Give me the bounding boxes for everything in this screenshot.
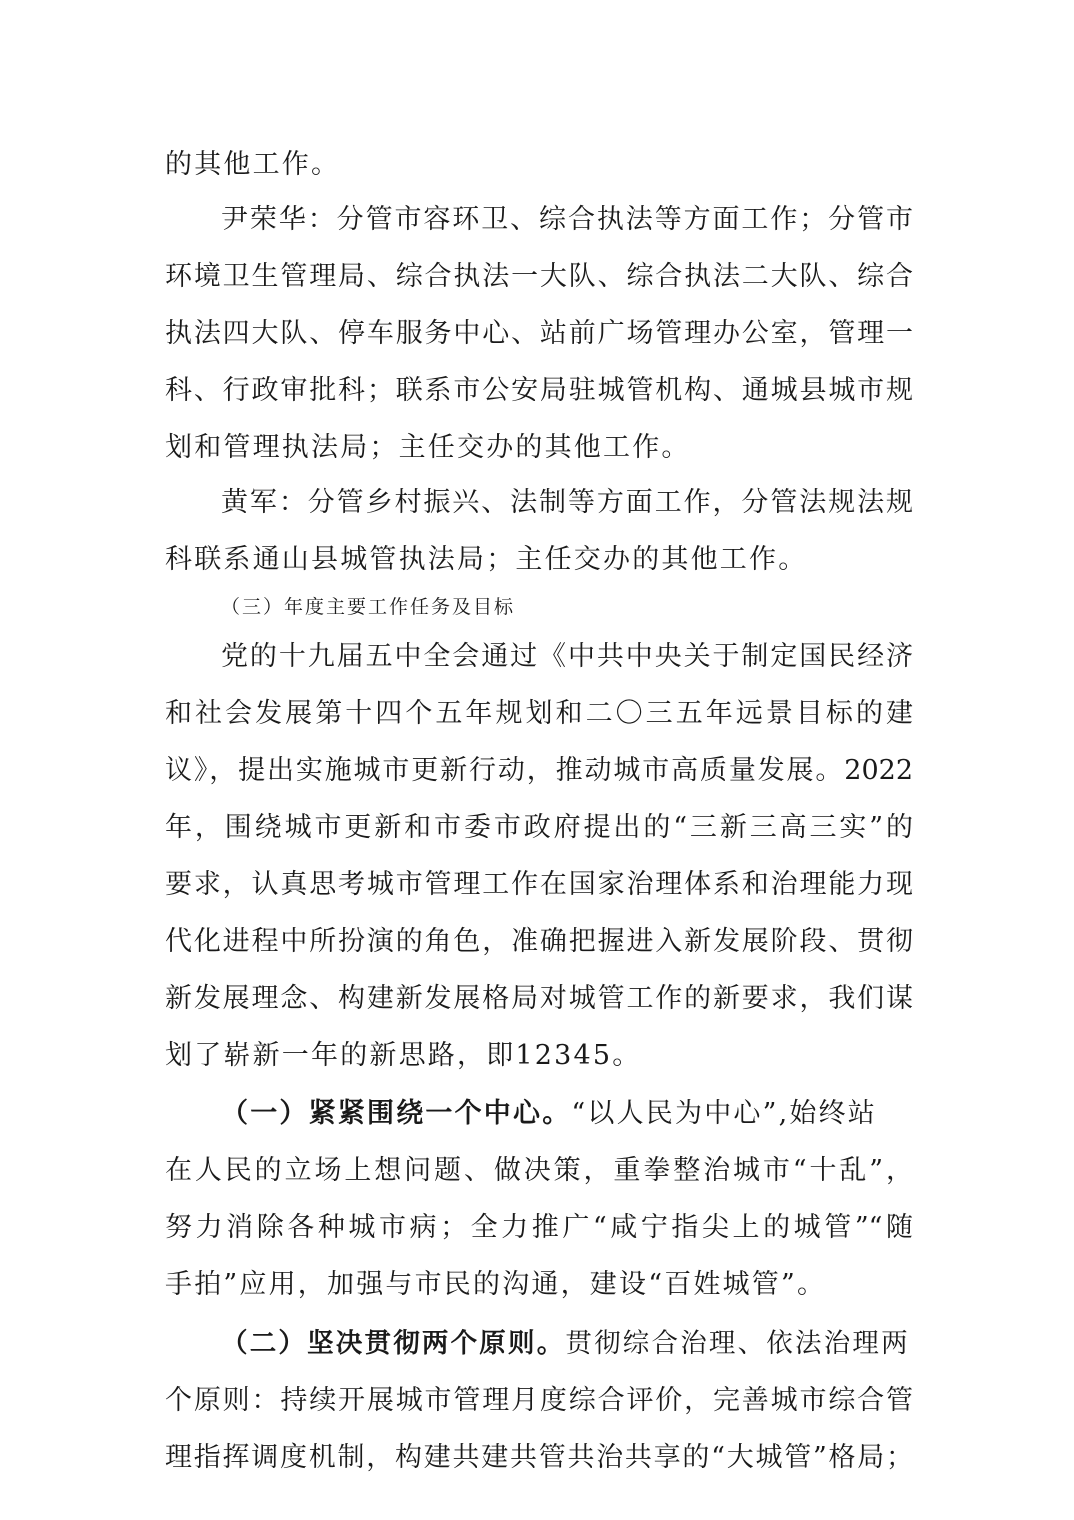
paragraph-line: 议》，提出实施城市更新行动，推动城市高质量发展。2022 (165, 755, 913, 786)
paragraph-line: 党的十九届五中全会通过《中共中央关于制定国民经济 (221, 641, 913, 672)
paragraph-line: 努力消除各种城市病；全力推广“咸宁指尖上的城管”“随 (165, 1212, 913, 1243)
paragraph-line: 划了崭新一年的新思路，即12345。 (165, 1040, 642, 1071)
paragraph-line: 尹荣华：分管市容环卫、综合执法等方面工作；分管市 (221, 204, 913, 235)
paragraph-line (221, 1094, 913, 1134)
paragraph-line: 理指挥调度机制，构建共建共管共治共享的“大城管”格局； (165, 1442, 913, 1473)
paragraph-line: 环境卫生管理局、综合执法一大队、综合执法二大队、综合 (165, 261, 913, 292)
item-heading: （一）紧紧围绕一个中心。 (221, 1098, 572, 1129)
item-heading: （二）坚决贯彻两个原则。 (221, 1328, 566, 1359)
item-text: “以人民为中心”,始终站 (571, 1098, 877, 1129)
paragraph-line: 和社会发展第十四个五年规划和二〇三五年远景目标的建 (165, 698, 913, 729)
paragraph-line: 年，围绕城市更新和市委市政府提出的“三新三高三实”的 (165, 812, 913, 843)
section-heading: （三）年度主要工作任务及目标 (221, 596, 516, 618)
paragraph-line: 新发展理念、构建新发展格局对城管工作的新要求，我们谋 (165, 983, 913, 1014)
paragraph-line: 执法四大队、停车服务中心、站前广场管理办公室，管理一 (165, 318, 913, 349)
paragraph-line: 在人民的立场上想问题、做决策，重拳整治城市“十乱”， (165, 1155, 913, 1186)
paragraph-line (221, 1324, 913, 1364)
paragraph-line: 个原则：持续开展城市管理月度综合评价，完善城市综合管 (165, 1385, 913, 1416)
paragraph-line: 黄军：分管乡村振兴、法制等方面工作，分管法规法规 (221, 487, 913, 518)
paragraph-line: 科联系通山县城管执法局；主任交办的其他工作。 (165, 544, 808, 575)
paragraph-line: 科、行政审批科；联系市公安局驻城管机构、通城县城市规 (165, 375, 913, 406)
paragraph-line: 手拍”应用，加强与市民的沟通，建设“百姓城管”。 (165, 1269, 827, 1300)
paragraph-line: 代化进程中所扮演的角色，准确把握进入新发展阶段、贯彻 (165, 926, 913, 957)
paragraph-line: 划和管理执法局；主任交办的其他工作。 (165, 432, 691, 463)
item-text: 贯彻综合治理、依法治理两 (565, 1328, 910, 1359)
paragraph-line: 要求，认真思考城市管理工作在国家治理体系和治理能力现 (165, 869, 913, 900)
paragraph-line: 的其他工作。 (165, 149, 341, 180)
